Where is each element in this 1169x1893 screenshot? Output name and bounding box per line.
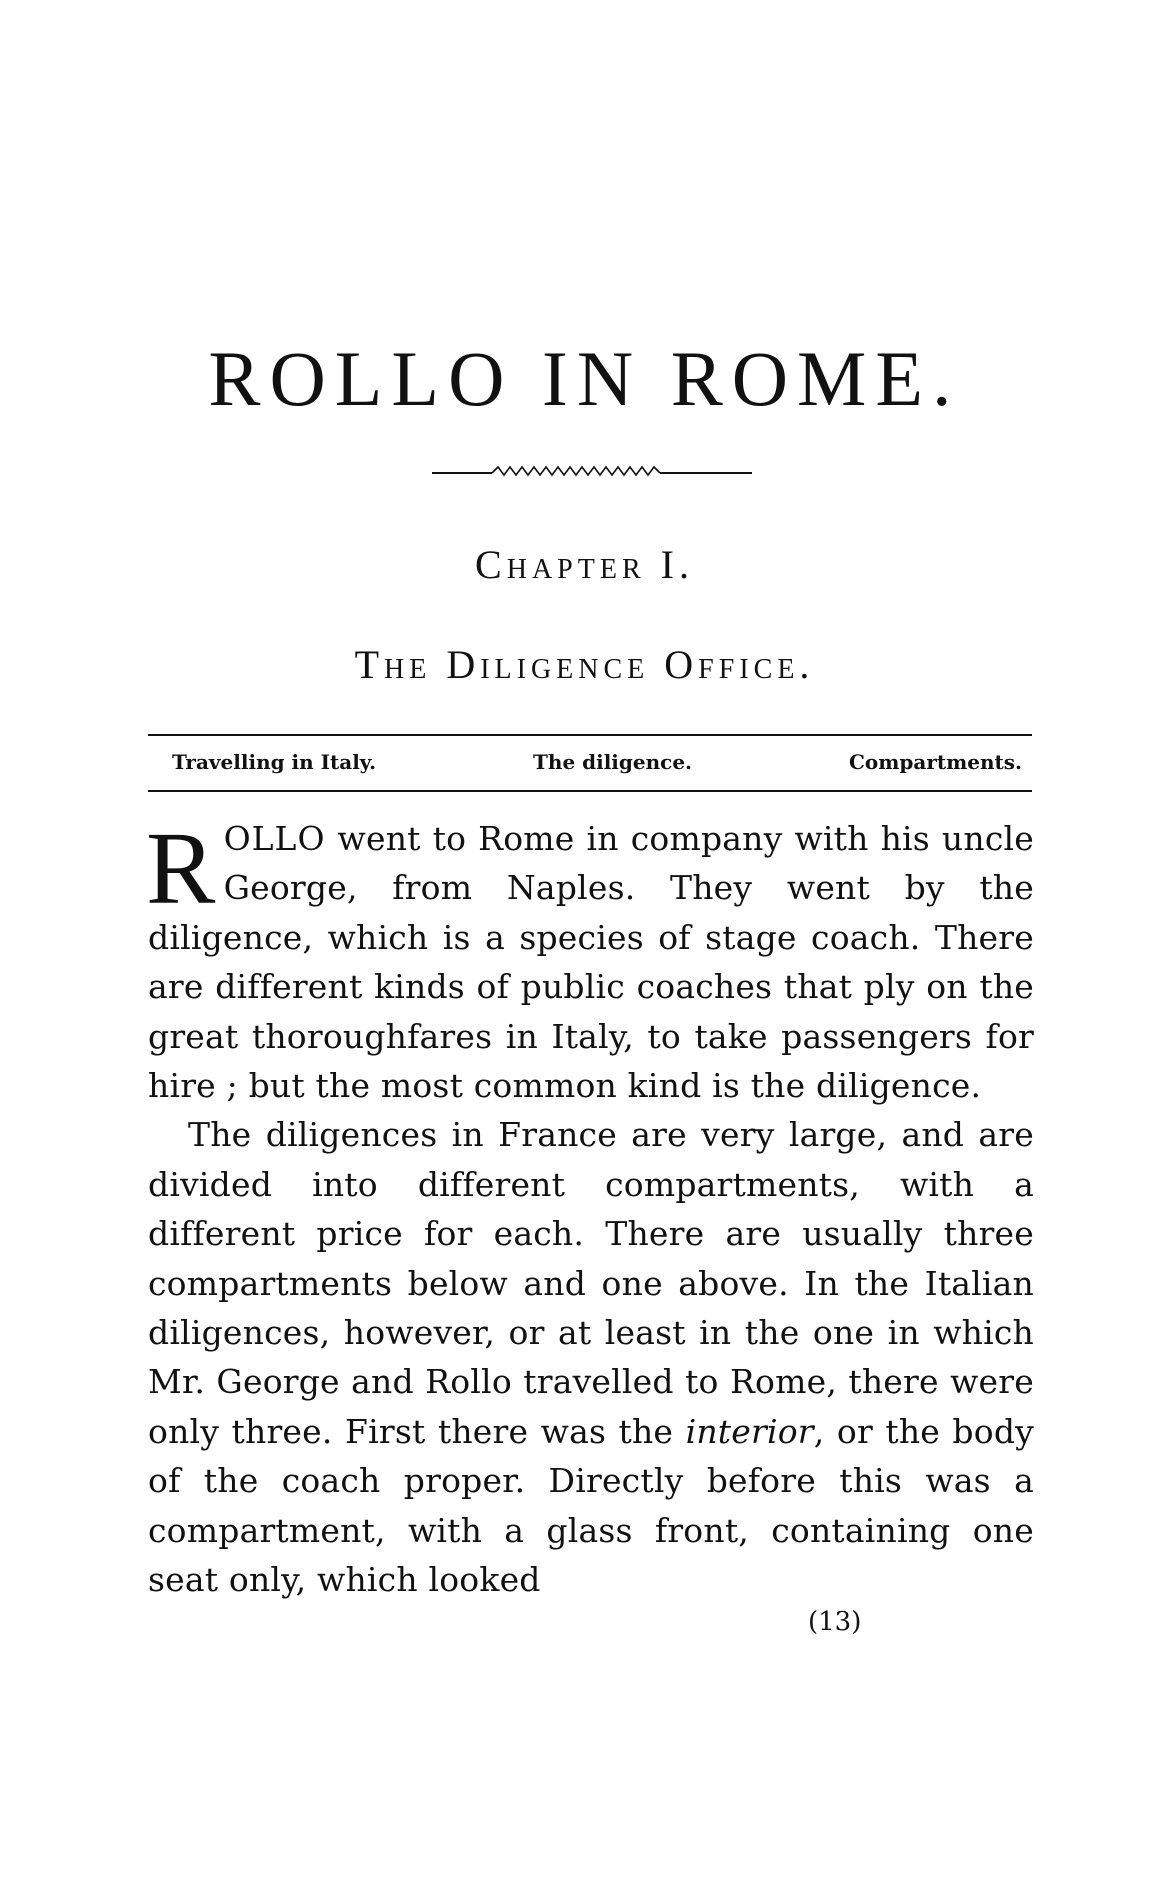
body-text <box>146 811 1034 1605</box>
paragraph-2 <box>148 1110 1034 1604</box>
paragraph-1 <box>146 811 1034 1110</box>
first-word-rest: OLLO <box>223 819 326 858</box>
paragraph-2-before: The diligences in France are very large, and are divided into different compartments, with a different price for each. There are usually three compartments below and one above. In the Italian diligences, however, or at least in the one in which Mr. George and Rollo travelled to Rome, there were only three. First there was the <box>148 1115 1034 1451</box>
contents-item-diligence: The diligence. <box>533 750 693 774</box>
chapter-number: Chapter I. <box>475 542 694 587</box>
contents-item-travelling: Travelling in Italy. <box>172 750 377 774</box>
page-number: (13) <box>808 1607 862 1637</box>
ornament-divider <box>432 463 752 483</box>
paragraph-2-emphasis: interior <box>685 1411 814 1451</box>
contents-rule-bottom <box>148 790 1032 792</box>
paragraph-2-after: , or the body of the coach proper. Directly before this was a compartment, with a glass front, containing one seat only, which looked <box>148 1411 1034 1600</box>
contents-item-compartments: Compartments. <box>848 750 1022 774</box>
contents-rule-top <box>148 734 1032 736</box>
drop-cap: R <box>146 811 216 926</box>
chapter-title: The Diligence Office. <box>354 642 815 687</box>
chapter-contents <box>172 748 1022 776</box>
paragraph-1-text: went to Rome in company with his uncle George, from Naples. They went by the diligence, which is a species of stage coach. There are different kinds of public coaches that ply on the great thoroughfares in Italy, to take passengers for hire ; but the most common kind is the diligence. <box>148 819 1034 1106</box>
book-title: ROLLO IN ROME. <box>208 335 961 422</box>
